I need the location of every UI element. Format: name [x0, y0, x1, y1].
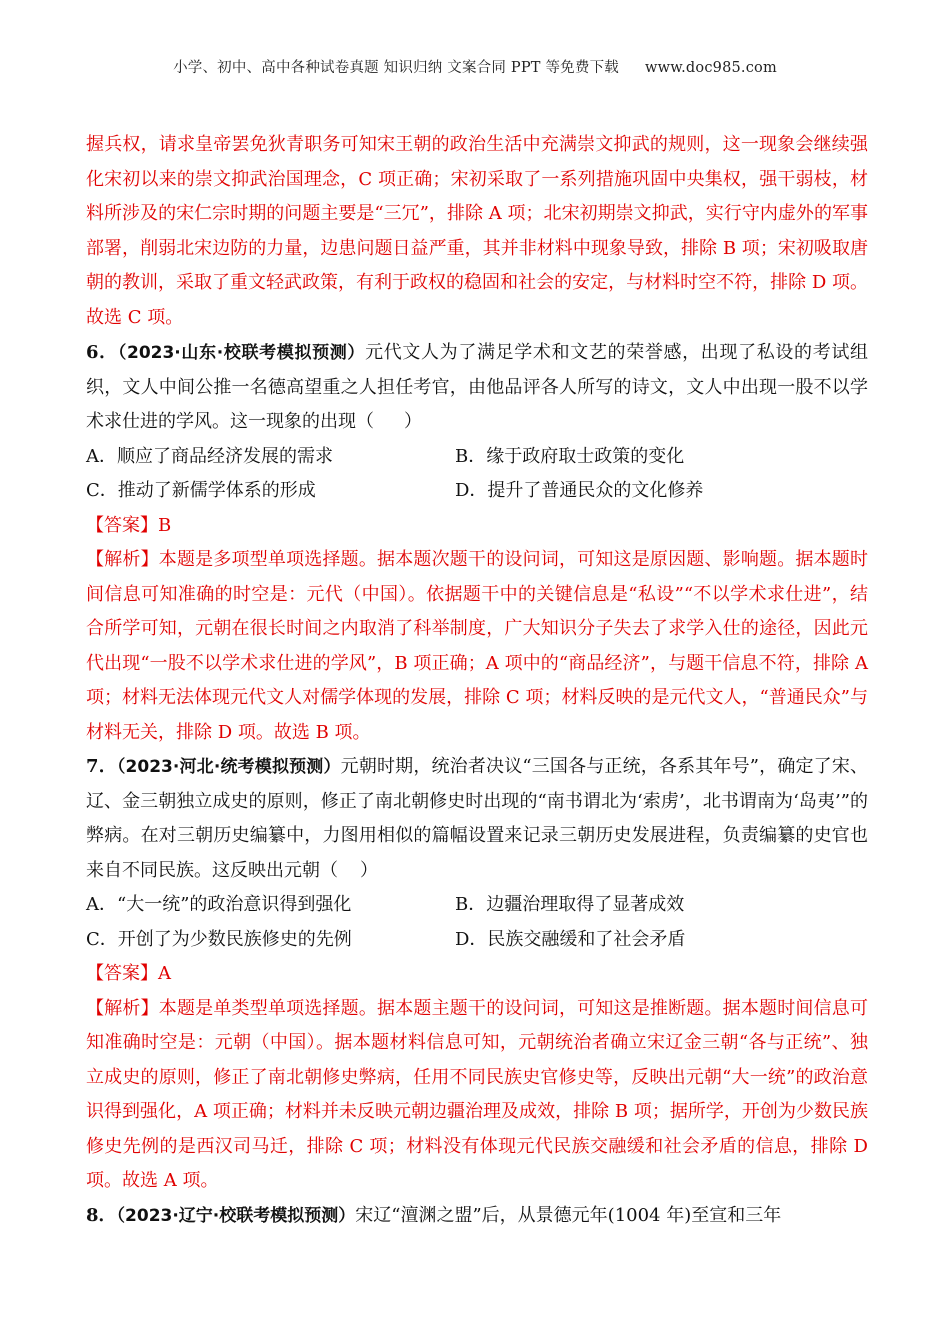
- page-header: [0, 56, 950, 77]
- question-7-options: [86, 888, 868, 957]
- question-6-text: 元代文人为了满足学术和文艺的荣誉感，出现了私设的考试组织，文人中间公推一名德高望重之人担任考官，由他品评各人所写的诗文，文人中出现一股不以学术求仕进的学风。这一现象的出现（: [86, 342, 869, 432]
- question-8-number: 8．: [86, 1204, 117, 1226]
- question-6-analysis-text: 本题是多项型单项选择题。据本题次题干的设问词，可知这是原因题、影响题。据本题时间信息可知准确的时空是：元代（中国）。依据题干中的关键信息是“私设”“不以学术求仕进”，结合所学可知，元朝在很长时间之内取消了科举制度，广大知识分子失去了求学入仕的途径，因此元代出现“一股不以学术求仕进的学风”，B 项正确；A 项中的“商品经济”，与题干信息不符，排除 A 项；材料无法体现元代文人对儒学体现的发展，排除 C 项；材料反映的是元代文人，“普通民众”与材料无关，排除 D 项。故选 B 项。: [86, 549, 868, 743]
- question-6-answer-label: 【答案】: [86, 514, 158, 536]
- question-7-option-c: C．开创了为少数民族修史的先例: [86, 928, 352, 950]
- question-7-number: 7．: [86, 756, 117, 777]
- document-body: [86, 128, 868, 1233]
- question-6-source: （2023·山东·校联考模拟预测）: [117, 343, 366, 363]
- question-6-analysis: [86, 543, 868, 750]
- question-7-stem: [86, 750, 868, 888]
- question-6-bracket-end: ）: [404, 411, 422, 432]
- question-7-analysis-label: 【解析】: [86, 997, 159, 1019]
- question-7-option-b: B．边疆治理取得了显著成效: [455, 894, 685, 915]
- question-8-text: 宋辽“澶渊之盟”后，从景德元年(1004 年)至宣和三年: [355, 1204, 782, 1226]
- question-6-option-a: A．顺应了商品经济发展的需求: [86, 445, 333, 467]
- question-8-stem: [86, 1199, 868, 1234]
- question-6-options: [86, 440, 868, 509]
- header-site-url[interactable]: www.doc985.com: [644, 60, 777, 76]
- question-6-option-c: C．推动了新儒学体系的形成: [86, 480, 316, 501]
- question-6-answer: [86, 509, 868, 544]
- question-7-analysis-text: 本题是单类型单项选择题。据本题主题干的设问词，可知这是推断题。据本题时间信息可知准确时空是：元朝（中国）。据本题材料信息可知，元朝统治者确立宋辽金三朝“各与正统”、独立成史的原则，修正了南北朝修史弊病，任用不同民族史官修史等，反映出元朝“大一统”的政治意识得到强化，A 项正确；材料并未反映元朝边疆治理及成效，排除 B 项；据所学，开创为少数民族修史先例的是西汉司马迁，排除 C 项；材料没有体现元代民族交融缓和社会矛盾的信息，排除 D 项。故选 A 项。: [86, 997, 868, 1191]
- question-6-stem: [86, 336, 868, 440]
- question-7-answer-value: A: [158, 963, 171, 984]
- question-6-answer-value: B: [158, 514, 172, 536]
- previous-explanation: 握兵权，请求皇帝罢免狄青职务可知宋王朝的政治生活中充满崇文抑武的规则，这一现象会继续强化宋初以来的崇文抑武治国理念，C 项正确；宋初采取了一系列措施巩固中央集权，强干弱枝，材料所涉及的宋仁宗时期的问题主要是“三冗”，排除 A 项；北宋初期崇文抑武，实行守内虚外的军事部署，削弱北宋边防的力量，边患问题日益严重，其并非材料中现象导致，排除 B 项；宋初吸取唐朝的教训，采取了重文轻武政策，有利于政权的稳固和社会的安定，与材料时空不符，排除 D 项。故选 C 项。: [86, 134, 868, 328]
- question-6-analysis-label: 【解析】: [86, 549, 159, 570]
- question-7-option-a: A．“大一统”的政治意识得到强化: [86, 894, 352, 915]
- question-8-source: （2023·辽宁·校联考模拟预测）: [116, 1205, 356, 1226]
- question-7-answer: [86, 957, 868, 992]
- question-7-answer-label: 【答案】: [86, 963, 158, 984]
- question-7-text: 元朝时期，统治者决议“三国各与正统，各系其年号”，确定了宋、辽、金三朝独立成史的原则，修正了南北朝修史时出现的“南书谓北为‘索虏’，北书谓南为‘岛夷’”的弊病。在对三朝历史编纂中，力图用相似的篇幅设置来记录三朝历史发展进程，负责编纂的史官也来自不同民族。这反映出元朝（: [86, 756, 868, 881]
- question-6-number: 6．: [86, 342, 118, 363]
- question-7-analysis: [86, 992, 868, 1199]
- question-7-source: （2023·河北·统考模拟预测）: [116, 757, 341, 777]
- header-text: 小学、初中、高中各种试卷真题 知识归纳 文案合同 PPT 等免费下载: [173, 60, 619, 76]
- question-7-bracket-end: ）: [360, 859, 378, 881]
- question-6-option-d: D．提升了普通民众的文化修养: [455, 480, 704, 501]
- question-7-option-d: D．民族交融缓和了社会矛盾: [455, 928, 686, 950]
- question-6-option-b: B．缘于政府取士政策的变化: [455, 445, 685, 467]
